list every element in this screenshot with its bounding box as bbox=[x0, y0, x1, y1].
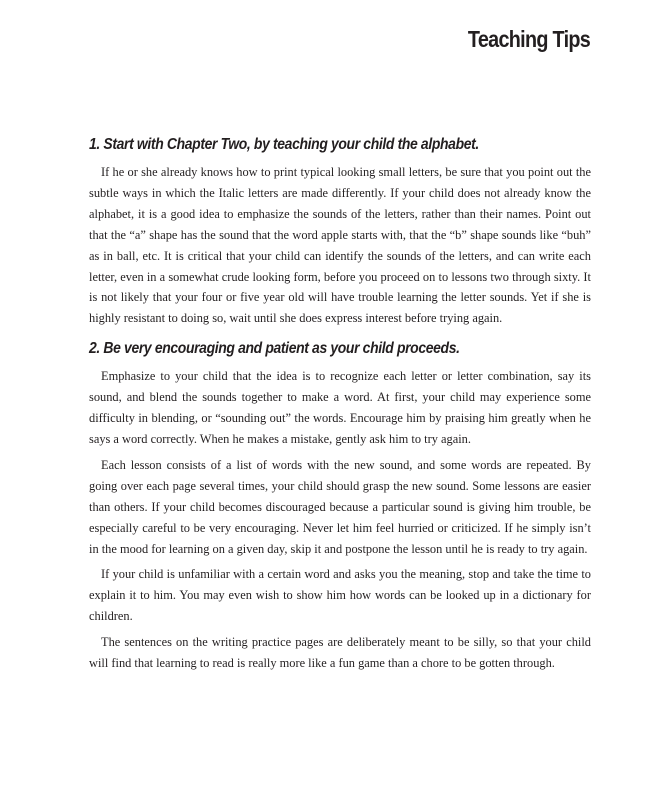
section-heading-1: 1. Start with Chapter Two, by teaching your child the alphabet. bbox=[89, 136, 479, 153]
section-2-paragraph-3: If your child is unfamiliar with a certain word and asks you the meaning, stop and take the time to explain it to him. You may even wish to show him how words can be looked up in a dictionary for children. bbox=[89, 567, 591, 624]
page-title: Teaching Tips bbox=[467, 26, 590, 52]
section-heading-2: 2. Be very encouraging and patient as your child proceeds. bbox=[89, 340, 460, 358]
section-2-paragraph-4: The sentences on the writing practice pages are deliberately meant to be silly, so that your child will find that learning to read is really more like a fun game than a chore to be gotten through. bbox=[89, 635, 591, 671]
section-1-paragraph-1: If he or she already knows how to print typical looking small letters, be sure that you point out the subtle ways in which the Italic letters are made differently. If your child does not already know the alphabet, it is a good idea to emphasize the sounds of the letters, rather than their names. Point out that the “a” shape has the sound that the word apple starts with, that the “b” shape sounds like “buh” as in ball, etc. It is critical that your child can identify the sounds of the letters, and can write each letter, even in a somewhat crude looking form, before you proceed on to lessons two through sixty. It is not likely that your four or five year old will have trouble learning the letter sounds. Yet if she is highly resistant to doing so, wait until she does express interest before trying again. bbox=[89, 165, 591, 326]
section-2-paragraph-1: Emphasize to your child that the idea is to recognize each letter or letter combination, say its sound, and blend the sounds together to make a word. At first, your child may experience some difficulty in blending, or “sounding out” the words. Encourage him by praising him greatly when he says a word correctly. When he makes a mistake, gently ask him to try again. bbox=[89, 369, 591, 446]
page-content bbox=[89, 130, 591, 674]
section-2-paragraph-2: Each lesson consists of a list of words with the new sound, and some words are repeated. By going over each page several times, your child should grasp the new sound. Some lessons are easier than others. If your child becomes discouraged because a particular sound is giving him trouble, be especially careful to be very encouraging. Never let him feel hurried or criticized. If he simply isn’t in the mood for learning on a given day, skip it and postpone the lesson until he is ready to try again. bbox=[89, 457, 591, 556]
